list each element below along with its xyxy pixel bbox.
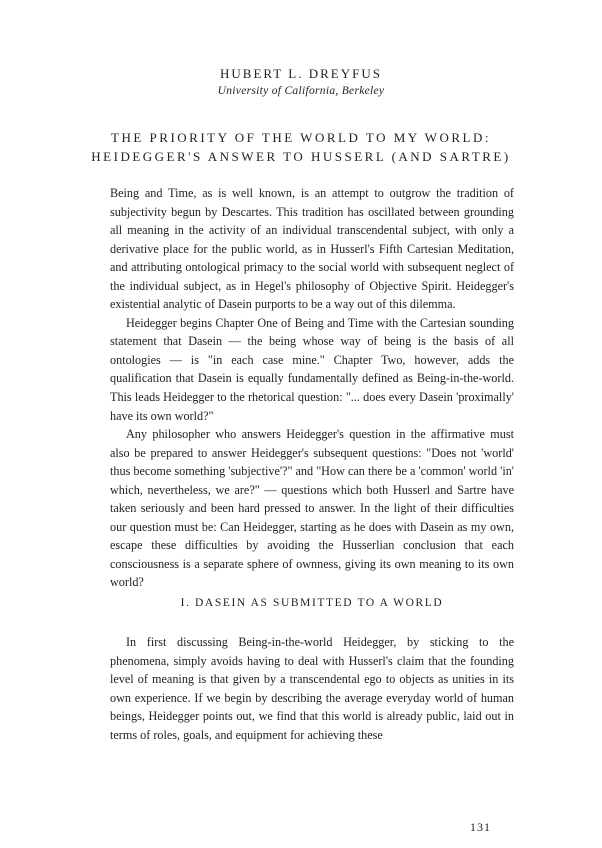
author-affiliation: University of California, Berkeley bbox=[217, 85, 385, 97]
intro-body bbox=[110, 184, 514, 592]
article-title bbox=[0, 128, 602, 166]
page-number: 131 bbox=[470, 820, 491, 834]
section-body bbox=[110, 633, 514, 744]
section-paragraph-1: In first discussing Being-in-the-world Heidegger, by sticking to the phenomena, simply avoids having to deal with Husserl's claim that the founding level of meaning is that given by a transcendental ego to objects as unities in its own experience. If we begin by describing the average everyday world of human beings, Heidegger points out, we find that this world is already public, laid out in terms of roles, goals, and equipment for achieving these bbox=[110, 635, 514, 742]
intro-paragraph-1: Being and Time, as is well known, is an attempt to outgrow the tradition of subjectivity begun by Descartes. This tradition has oscillated between grounding all meaning in the activity of an individual transcendental subject, with only a derivative place for the public world, as in Husserl's Fifth Cartesian Meditation, and attributing ontological primacy to the social world with subsequent neglect of the individual subject, as in Hegel's philosophy of Objective Spirit. Heidegger's existential analytic of Dasein purports to be a way out of this dilemma. bbox=[110, 186, 514, 312]
intro-paragraph-3: Any philosopher who answers Heidegger's question in the affirmative must also be prepared to answer Heidegger's subsequent questions: "Does not 'world' thus become something 'subjective'?" and "How can there be a 'common' world 'in' which, nevertheless, we are?" — questions which both Husserl and Sartre have taken seriously and been hard pressed to answer. In the light of their difficulties our question must be: Can Heidegger, starting as he does with Dasein as my own, escape these difficulties by avoiding the Husserlian conclusion that each consciousness is a separate sphere of ownness, giving its own meaning to its own world? bbox=[110, 427, 514, 590]
author-name: HUBERT L. DREYFUS bbox=[220, 66, 382, 81]
intro-paragraph-2: Heidegger begins Chapter One of Being and Time with the Cartesian sounding statement that Dasein — the being whose way of being is the basis of all ontologies — is "in each case mine." Chapter Two, however, adds the qualification that Dasein is equally fundamentally defined as Being-in-the-world. This leads Heidegger to the rhetorical question: "... does every Dasein 'proximally' have its own world?" bbox=[110, 315, 514, 423]
article-title-line-2: HEIDEGGER'S ANSWER TO HUSSERL (AND SARTRE) bbox=[91, 149, 511, 164]
article-title-line-1: THE PRIORITY OF THE WORLD TO MY WORLD: bbox=[111, 130, 491, 145]
section-heading: I. DASEIN AS SUBMITTED TO A WORLD bbox=[180, 597, 444, 609]
